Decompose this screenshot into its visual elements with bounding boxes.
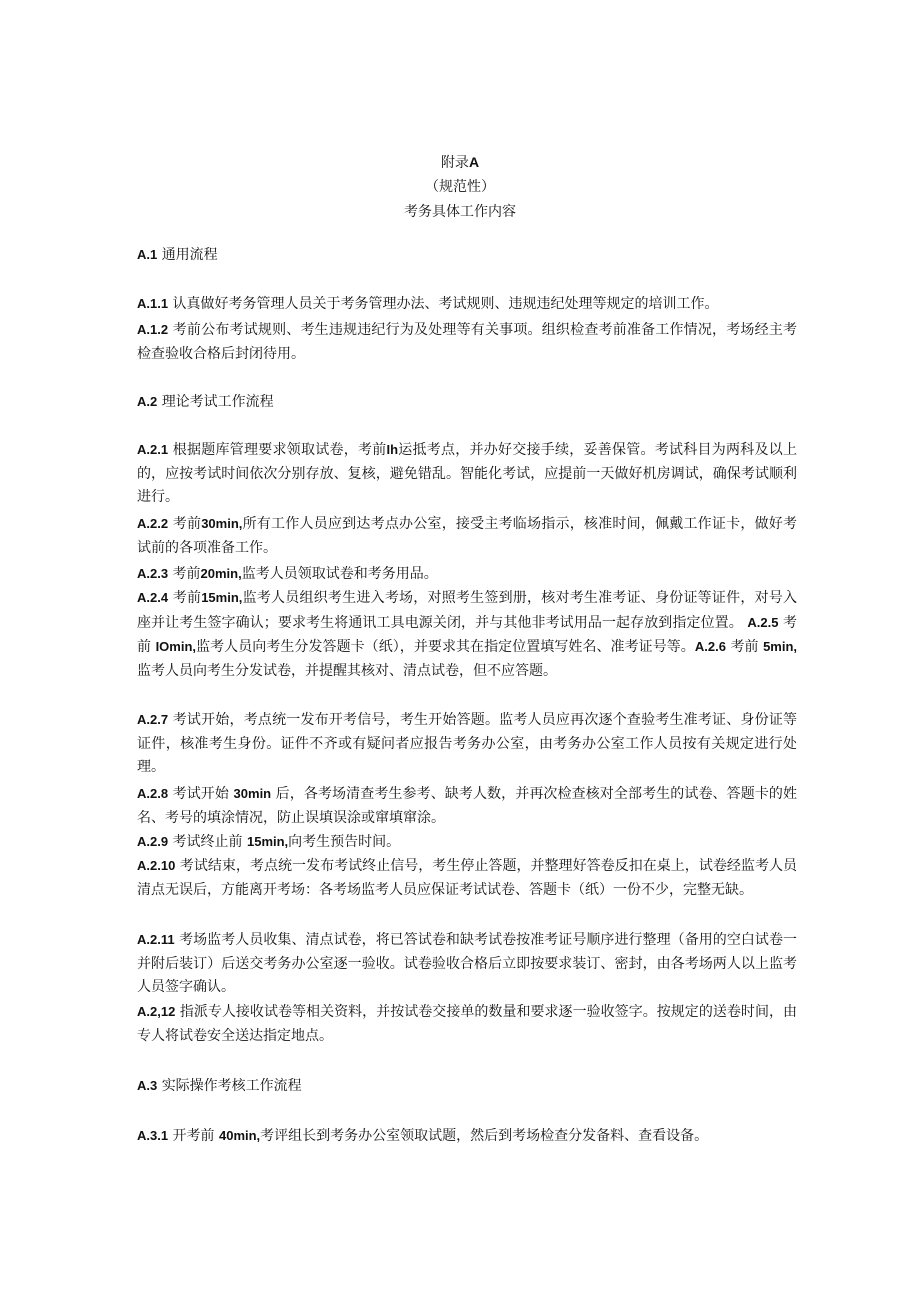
section-title: 实际操作考核工作流程 [161, 1078, 302, 1094]
clause-time: 40min, [218, 1128, 261, 1143]
clause-text: 考前 [172, 566, 201, 582]
clause-text: 监考人员组织考生进入考场，对照考生签到册，核对考生准考证、身份证等证件，对号入座并让考生签字确认；要求考生将通讯工具电源关闭，并与其他非考试用品一起存放到指定位置。 [137, 590, 798, 631]
section-heading-a2 [137, 392, 274, 412]
clause-a3-1 [137, 1124, 797, 1149]
appendix-prefix: 附录 [440, 155, 469, 171]
clause-number: A.1.2 [137, 322, 169, 337]
section-title: 通用流程 [161, 247, 218, 263]
clause-time: 30min, [201, 516, 243, 531]
clause-a2-9 [137, 830, 797, 855]
clause-text: 考场监考人员收集、清点试卷，将已答试卷和缺考试卷按准考证号顺序进行整理（备用的空白试卷一并附后装订）后送交考务办公室逐一验收。试卷验收合格后立即按要求装订、密封，由各考场两人以上监考人员签字确认。 [137, 932, 797, 995]
clause-text: 认真做好考务管理人员关于考务管理办法、考试规则、违规违纪处理等规定的培训工作。 [172, 296, 719, 312]
clause-time: 5min, [763, 639, 798, 654]
clause-text: 考试终止前 [172, 834, 243, 850]
appendix-subject-title: 考务具体工作内容 [404, 204, 516, 220]
clause-a2-7 [137, 708, 797, 780]
clause-text: 考前 [172, 516, 202, 532]
clause-text: 考前 [172, 590, 202, 606]
clause-number: A.2,12 [137, 1004, 176, 1019]
clause-text: 考试开始，考点统一发布开考信号，考生开始答题。监考人员应再次逐个查验考生准考证、身份证等证件，核准考生身份。证件不齐或有疑问者应报告考务办公室，由考务办公室工作人员按有关规定进行处理。 [137, 712, 798, 775]
section-heading-a1 [137, 245, 218, 265]
clause-number: A.2.4 [137, 590, 169, 605]
clause-text: 根据题库管理要求领取试卷，考前 [172, 442, 387, 458]
clause-text: 考前公布考试规则、考生违规违纪行为及处理等有关事项。组织检查考前准备工作情况，考场经主考检查验收合格后封闭待用。 [137, 322, 798, 362]
section-number: A.3 [137, 1078, 158, 1093]
clause-number: A.2.3 [137, 566, 169, 581]
clause-a2-2 [137, 512, 797, 560]
clause-a2-3 [137, 562, 797, 587]
section-number: A.1 [137, 247, 158, 262]
clause-a2-8 [137, 782, 797, 830]
clause-number: A.2.9 [137, 834, 169, 849]
clause-time: 15min, [201, 590, 243, 605]
clause-text: 考试结束，考点统一发布考试终止信号，考生停止答题，并整理好答卷反扣在桌上，试卷经监考人员清点无误后，方能离开考场：各考场监考人员应保证考试试卷、答题卡（纸）一份不少，完整无缺。 [137, 858, 798, 898]
clause-number: A.2.5 [747, 614, 779, 630]
clause-text: 指派专人接收试卷等相关资料，并按试卷交接单的数量和要求逐一验收签字。按规定的送卷时间，由专人将试卷安全送达指定地点。 [137, 1004, 798, 1044]
clause-text: 开考前 [172, 1128, 215, 1144]
section-title: 理论考试工作流程 [161, 394, 274, 410]
section-heading-a3 [137, 1076, 302, 1096]
clause-text: 考评组长到考务办公室领取试题，然后到考场检查分发备料、查看设备。 [260, 1128, 709, 1144]
clause-text: 考前 [137, 614, 798, 655]
clause-a2-11 [137, 928, 797, 1000]
clause-time: IOmin, [155, 639, 197, 654]
clause-text: 考试开始 [172, 786, 229, 802]
clause-number: A.2.1 [137, 442, 169, 457]
clause-text: 考前 [730, 639, 759, 655]
clause-time: Ih [386, 442, 399, 457]
clause-number: A.2.10 [137, 858, 176, 873]
clause-a2-10 [137, 854, 797, 902]
clause-number: A.1.1 [137, 296, 169, 311]
clause-number: A.2.6 [694, 639, 726, 654]
clause-text: 向考生预告时间。 [288, 834, 401, 850]
appendix-header [0, 150, 920, 225]
section-number: A.2 [137, 394, 158, 409]
clause-number: A.2.8 [137, 786, 169, 801]
clause-number: A.2.7 [137, 712, 169, 727]
clause-text: 监考人员向考生分发试卷，并提醒其核对、清点试卷，但不应答题。 [137, 662, 557, 679]
clause-time: 20min, [200, 566, 242, 581]
clause-a2-1 [137, 438, 797, 510]
clause-text: 后，各考场清查考生参考、缺考人数，并再次检查核对全部考生的试卷、答题卡的姓名、考号的填涂情况，防止误填误涂或窜填窜涂。 [137, 786, 798, 826]
clause-number: A.3.1 [137, 1128, 169, 1143]
appendix-letter: A [468, 154, 480, 170]
clause-a1-2 [137, 318, 797, 366]
clause-text: 监考人员向考生分发答题卡（纸），并要求其在指定位置填写姓名、准考证号等。 [196, 639, 695, 655]
clause-number: A.2.11 [137, 932, 175, 947]
clause-time: 30min [233, 786, 272, 801]
clause-text: 监考人员领取试卷和考务用品。 [241, 566, 438, 582]
appendix-title [0, 150, 920, 175]
clause-number: A.2.2 [137, 516, 169, 531]
clause-text: 运抵考点，并办好交接手续，妥善保管。考试科目为两科及以上的，应按考试时间依次分别存放、复核，避免错乱。智能化考试，应提前一天做好机房调试，确保考试顺利进行。 [137, 442, 798, 505]
clause-a2-12 [137, 1000, 797, 1048]
clause-text: 所有工作人员应到达考点办公室，接受主考临场指示，核准时间，佩戴工作证卡，做好考试前的各项准备工作。 [137, 516, 798, 556]
appendix-normative-label: （规范性） [425, 179, 495, 195]
clause-a1-1 [137, 292, 797, 317]
clause-time: 15min, [246, 834, 289, 849]
clause-a2-4 [137, 586, 797, 683]
